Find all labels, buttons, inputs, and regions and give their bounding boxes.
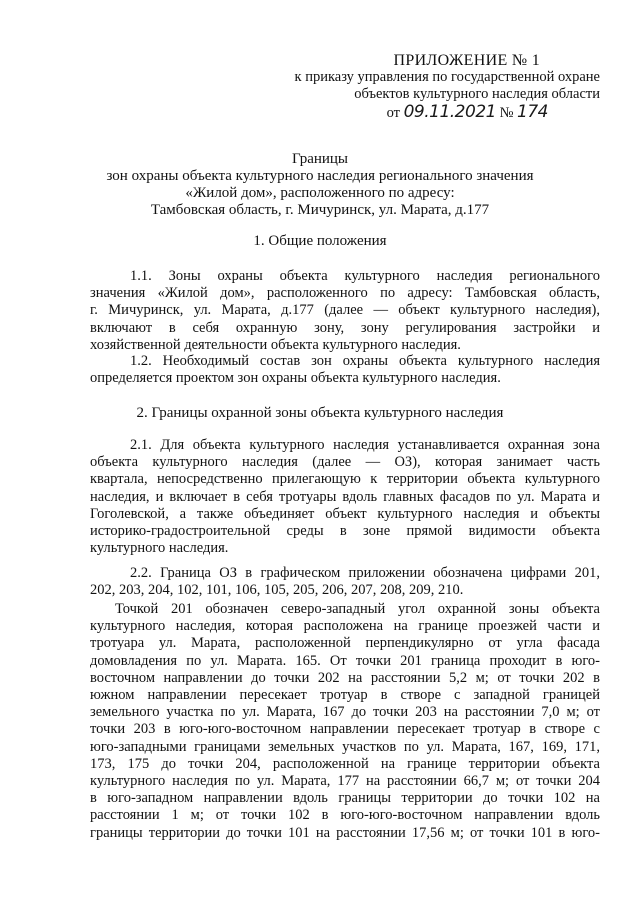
text-line: хозяйственной деятельности объекта культурного наследия. <box>90 336 461 353</box>
text-line: точки 203 в юго-юго-восточном направлении пересекает тротуар в створе с <box>90 721 600 738</box>
text-line: Точкой 201 обозначен северо-западный угол охранной зоны объекта <box>115 601 600 617</box>
paragraph-1-1 <box>90 268 600 354</box>
text-line: границы территории до точки 101 на расстоянии 17,56 м; от точки 101 в юго- <box>90 824 600 841</box>
paragraph-1-2 <box>90 353 600 387</box>
text-line: тротуара ул. Марата, расположенной перпендикулярно от угла фасада <box>90 635 600 652</box>
text-line: расстоянии 1 м; от точки 102 в юго-юго-восточном направлении вдоль <box>90 807 600 824</box>
appendix-line-2: объектов культурного наследия области <box>354 86 600 102</box>
text-line: южном направлении пересекает тротуар в створе с западной границей <box>90 687 600 704</box>
paragraph-2-3 <box>90 601 600 842</box>
text-line: земельного участка по ул. Марата, 167 до точки 203 на расстоянии 7,0 м; от <box>90 704 600 721</box>
document-title <box>60 151 580 219</box>
text-line: значения «Жилой дом», расположенного по адресу: Тамбовская область, <box>90 285 600 302</box>
handwritten-date: 09.11.2021 <box>403 102 496 122</box>
text-line: 2.2. Граница ОЗ в графическом приложении обозначена цифрами 201, <box>130 565 600 581</box>
text-line: культурного наследия по ул. Марата, 177 на расстоянии 66,7 м; от точки 204 <box>90 773 600 790</box>
handwritten-number: 174 <box>517 102 548 122</box>
section-2-heading: 2. Границы охранной зоны объекта культурного наследия <box>136 405 504 421</box>
text-line: 173, 175 до точки 204, расположенной на границе территории объекта <box>90 755 600 772</box>
text-line: 1.2. Необходимый состав зон охраны объекта культурного наследия <box>130 353 600 369</box>
text-line: культурного наследия, которая расположена на границе проезжей части и <box>90 618 600 635</box>
title-line-3: «Жилой дом», расположенного по адресу: <box>185 185 455 201</box>
text-line: восточном направлении до точки 202 на расстоянии 5,2 м; от точки 202 в <box>90 669 600 686</box>
appendix-line-1: к приказу управления по государственной охране <box>294 69 600 85</box>
section-1-heading: 1. Общие положения <box>253 233 387 249</box>
text-line: г. Мичуринск, ул. Марата, д.177 (далее — объект культурного наследия), <box>90 302 600 319</box>
text-line: Гоголевской, а также объединяет объект культурного наследия и объекты <box>90 505 600 522</box>
paragraph-2-1 <box>90 437 600 557</box>
text-line: историко-градостроительной среды в зоне прямой видимости объекта <box>90 523 600 540</box>
text-line: квартала, непосредственно прилегающую к территории объекта культурного <box>90 471 600 488</box>
text-line: наследия, и включает в себя тротуары вдоль главных фасадов по ул. Марата и <box>90 488 600 505</box>
text-line: 1.1. Зоны охраны объекта культурного наследия регионального <box>130 268 600 284</box>
text-line: определяется проектом зон охраны объекта культурного наследия. <box>90 370 501 387</box>
number-label: № <box>499 105 514 121</box>
text-line: юго-западными границами земельных участков по ул. Марата, 167, 169, 171, <box>90 738 600 755</box>
title-line-2: зон охраны объекта культурного наследия регионального значения <box>106 168 534 184</box>
text-line: 2.1. Для объекта культурного наследия устанавливается охранная зона <box>130 437 600 453</box>
text-line: включают в себя охранную зону, зону регулирования застройки и <box>90 319 600 336</box>
paragraph-2-2 <box>90 565 600 599</box>
order-date-number <box>270 104 600 122</box>
text-line: объекта культурного наследия (далее — ОЗ), которая занимает часть <box>90 454 600 471</box>
text-line: 202, 203, 204, 102, 101, 106, 105, 205, 206, 207, 208, 209, 210. <box>90 582 464 599</box>
text-line: домовладения по ул. Марата. 165. От точки 201 граница проходит в юго- <box>90 652 600 669</box>
text-line: культурного наследия. <box>90 540 229 557</box>
title-line-1: Границы <box>291 151 349 167</box>
title-line-4: Тамбовская область, г. Мичуринск, ул. Марата, д.177 <box>150 202 490 218</box>
text-line: в юго-западном направлении вдоль границы территории до точки 102 на <box>90 790 600 807</box>
appendix-title: ПРИЛОЖЕНИЕ № 1 <box>393 52 540 69</box>
from-label: от <box>386 105 400 121</box>
appendix-header <box>270 52 600 122</box>
